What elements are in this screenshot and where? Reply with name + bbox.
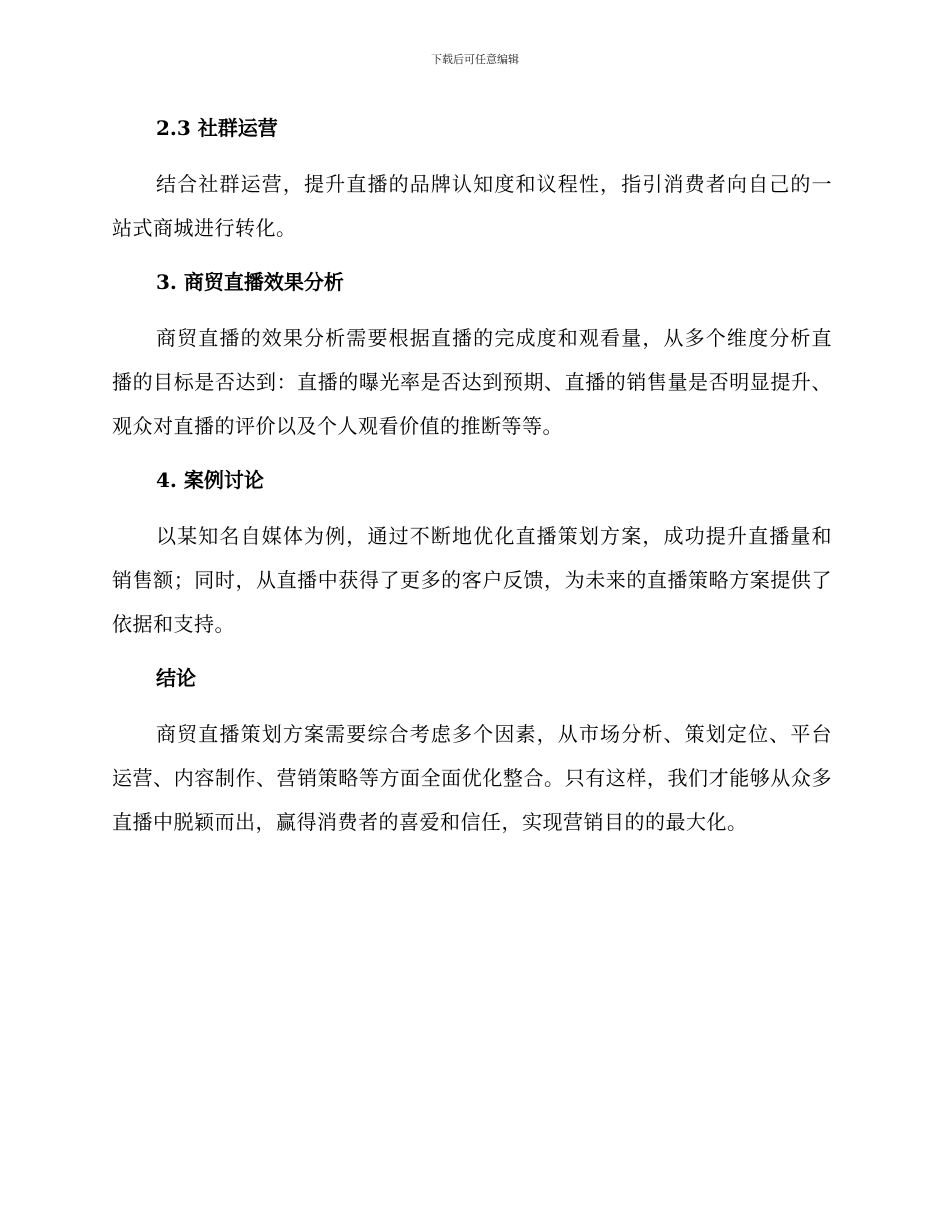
section-paragraph: 以某知名自媒体为例，通过不断地优化直播策划方案，成功提升直播量和销售额；同时，从直播中获得了更多的客户反馈，为未来的直播策略方案提供了依据和支持。: [112, 524, 832, 636]
section-heading: 2.3 社群运营: [156, 116, 278, 140]
section-paragraph: 商贸直播的效果分析需要根据直播的完成度和观看量，从多个维度分析直播的目标是否达到：直播的曝光率是否达到预期、直播的销售量是否明显提升、观众对直播的评价以及个人观看价值的推断等等。: [112, 326, 832, 438]
section-effect-analysis: [112, 264, 832, 462]
page-header: 下载后可任意编辑: [431, 53, 519, 66]
section-conclusion: [112, 660, 832, 844]
section-case-discussion: [112, 462, 832, 660]
section-paragraph: 商贸直播策划方案需要综合考虑多个因素，从市场分析、策划定位、平台运营、内容制作、营销策略等方面全面优化整合。只有这样，我们才能够从众多直播中脱颖而出，赢得消费者的喜爱和信任，实现营销目的的最大化。: [112, 722, 832, 834]
section-heading: 结论: [156, 666, 196, 690]
section-paragraph: 结合社群运营，提升直播的品牌认知度和议程性，指引消费者向自己的一站式商城进行转化。: [112, 172, 832, 240]
section-heading: 4. 案例讨论: [156, 468, 264, 492]
document-body: [112, 110, 832, 844]
section-heading: 3. 商贸直播效果分析: [156, 270, 344, 294]
section-social-community: [112, 110, 832, 264]
